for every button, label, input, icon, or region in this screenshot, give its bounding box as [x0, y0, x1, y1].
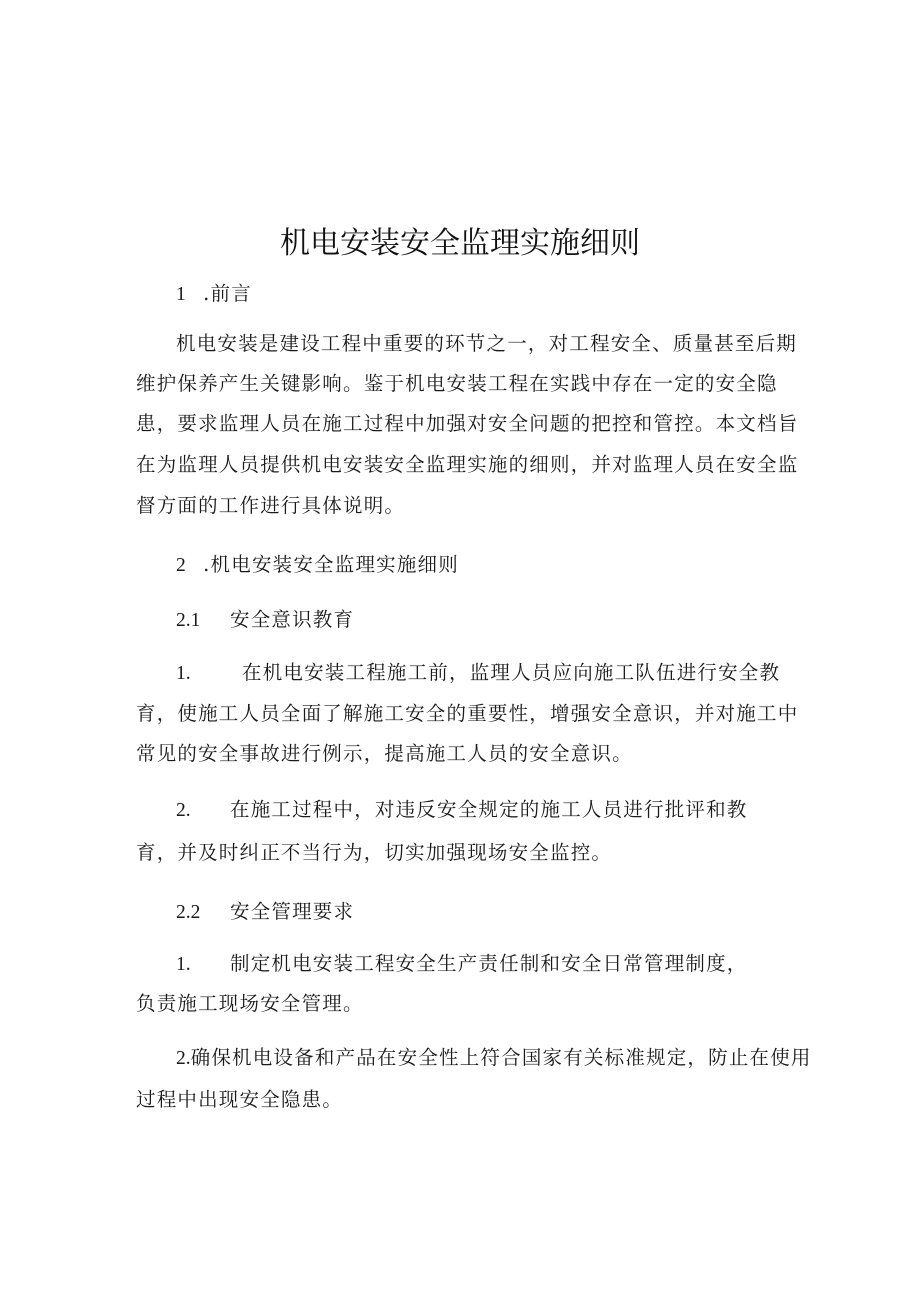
sub2-item-1-text-1: 制定机电安装工程安全生产责任制和安全日常管理制度，: [230, 952, 748, 975]
subsection-2-1-title: 安全意识教育: [230, 608, 355, 631]
sub2-item-2-number: 2.: [176, 1048, 191, 1069]
sub1-item-1-text-1: 在机电安装工程施工前，监理人员应向施工队伍进行安全教: [242, 661, 781, 684]
sub2-item-2-line-1: [176, 1044, 812, 1073]
sub2-item-1-line-2: 负责施工现场安全管理。: [136, 992, 364, 1015]
section-1-number: 1: [176, 284, 186, 305]
subsection-2-2-title: 安全管理要求: [230, 900, 355, 923]
sub2-item-1-number: 1.: [176, 954, 191, 975]
section-2-heading: [176, 551, 459, 580]
subsection-2-1-heading: [176, 606, 355, 635]
intro-paragraph-line-1: 机电安装是建设工程中重要的环节之一，对工程安全、质量甚至后期: [176, 332, 798, 355]
section-2-title: .机电安装安全监理实施细则: [203, 553, 459, 576]
section-1-heading: [176, 280, 252, 309]
subsection-2-2-number: 2.2: [176, 902, 201, 923]
intro-paragraph-line-5: 督方面的工作进行具体说明。: [136, 494, 406, 517]
intro-paragraph-line-4: 在为监理人员提供机电安装安全监理实施的细则，并对监理人员在安全监: [136, 453, 799, 476]
sub1-item-2-number: 2.: [176, 800, 191, 821]
sub1-item-2-text-1: 在施工过程中，对违反安全规定的施工人员进行批评和教: [230, 798, 748, 821]
subsection-2-1-number: 2.1: [176, 610, 201, 631]
sub2-item-1-line-1: [176, 950, 796, 979]
document-title: 机电安装安全监理实施细则: [280, 226, 640, 261]
sub1-item-1-line-1: [176, 659, 796, 688]
section-1-title: .前言: [203, 282, 252, 305]
sub1-item-2-line-1: [176, 796, 796, 825]
section-2-number: 2: [176, 555, 186, 576]
intro-paragraph-line-2: 维护保养产生关键影响。鉴于机电安装工程在实践中存在一定的安全隐: [136, 372, 778, 395]
subsection-2-2-heading: [176, 898, 355, 927]
sub2-item-2-text-1: 确保机电设备和产品在安全性上符合国家有关标准规定，防止在使用: [190, 1046, 812, 1069]
sub1-item-1-line-3: 常见的安全事故进行例示，提高施工人员的安全意识。: [136, 742, 633, 765]
sub1-item-1-line-2: 育，使施工人员全面了解施工安全的重要性，增强安全意识，并对施工中: [136, 702, 799, 725]
intro-paragraph-line-3: 患，要求监理人员在施工过程中加强对安全问题的把控和管控。本文档旨: [136, 412, 799, 435]
sub1-item-2-line-2: 育，并及时纠正不当行为，切实加强现场安全监控。: [136, 841, 613, 864]
sub2-item-2-line-2: 过程中出现安全隐患。: [136, 1088, 344, 1111]
sub1-item-1-number: 1.: [176, 663, 191, 684]
